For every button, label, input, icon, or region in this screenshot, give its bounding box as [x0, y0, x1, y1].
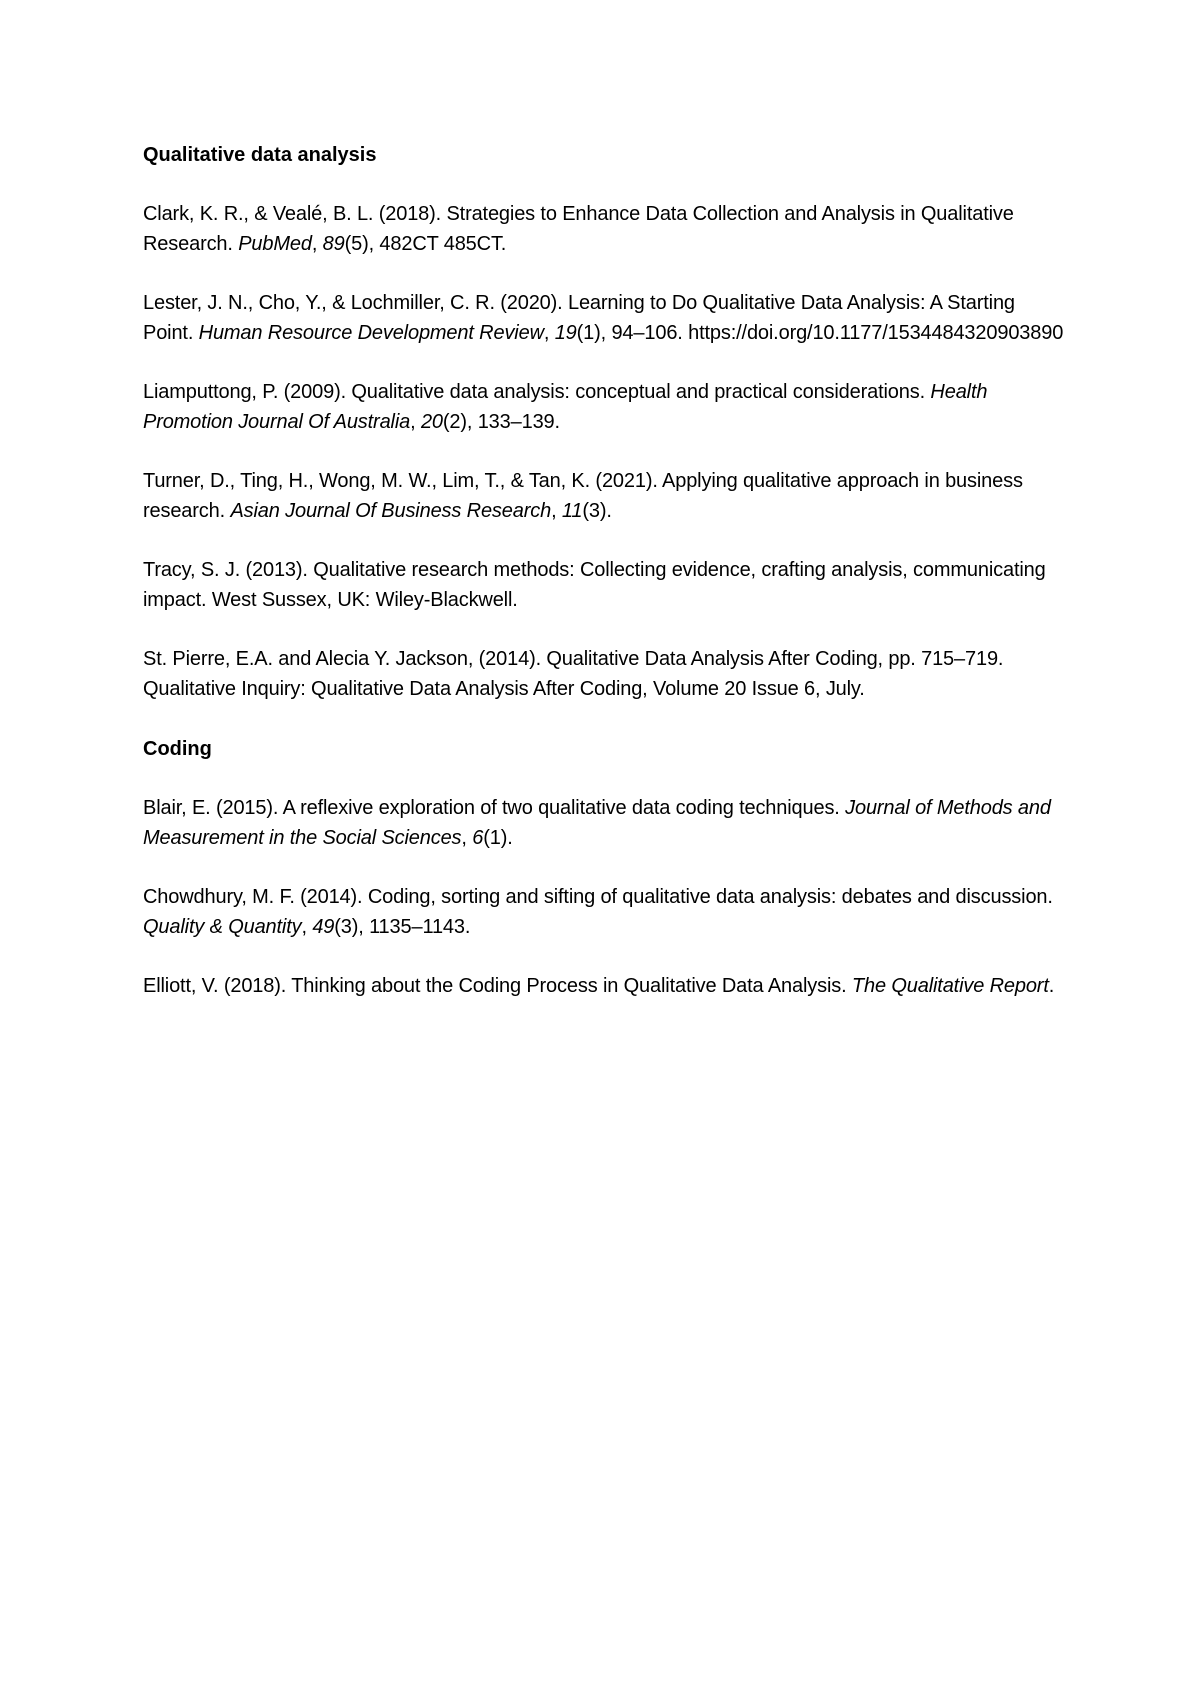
- reference-italic-text: 19: [554, 321, 577, 344]
- reference-italic-text: 6: [472, 826, 484, 849]
- reference-entry: [143, 556, 1068, 615]
- reference-italic-text: Quality & Quantity: [143, 915, 302, 938]
- reference-text: Clark, K. R., & Vealé, B. L. (2018). Strategies to Enhance Data Collection and Analysis in Qualitative Research.: [143, 203, 1014, 255]
- reference-italic-text: 20: [420, 410, 443, 433]
- reference-text: ,: [301, 915, 313, 938]
- reference-text: Blair, E. (2015). A reflexive exploration of two qualitative data coding techniques.: [143, 797, 846, 819]
- reference-text: Chowdhury, M. F. (2014). Coding, sorting and sifting of qualitative data analysis: debates and discussion.: [143, 886, 1053, 908]
- reference-italic-text: Asian Journal Of Business Research: [230, 499, 552, 522]
- reference-text: St. Pierre, E.A. and Alecia Y. Jackson, (2014). Qualitative Data Analysis After Coding, pp. 715–719. Qualitative Inquiry: Qualitative Data Analysis After Coding, Volume 20 Issue 6, July.: [143, 648, 1004, 700]
- reference-text: ,: [551, 499, 562, 522]
- reference-text: Liamputtong, P. (2009). Qualitative data analysis: conceptual and practical considerations.: [143, 381, 931, 403]
- reference-entry: [143, 883, 1068, 942]
- reference-entry: [143, 467, 1068, 526]
- reference-text: .: [1048, 975, 1055, 997]
- reference-italic-text: Health Promotion Journal Of Australia: [143, 381, 988, 433]
- section-heading: Qualitative data analysis: [143, 144, 377, 166]
- reference-text: (2), 133–139.: [442, 410, 560, 433]
- reference-entry: [143, 645, 1068, 704]
- reference-text: (3), 1135–1143.: [334, 915, 471, 938]
- reference-text: ,: [461, 826, 473, 849]
- reference-text: (1).: [483, 826, 513, 849]
- reference-text: Tracy, S. J. (2013). Qualitative research methods: Collecting evidence, crafting analysis, communicating impact. West Sussex, UK: Wiley-Blackwell.: [143, 559, 1046, 611]
- reference-text: ,: [410, 410, 421, 433]
- reference-italic-text: PubMed: [238, 232, 312, 255]
- document-page: [143, 140, 1068, 1032]
- reference-italic-text: Journal of Methods and Measurement in the Social Sciences: [143, 797, 1051, 849]
- reference-text: Elliott, V. (2018). Thinking about the Coding Process in Qualitative Data Analysis.: [143, 975, 852, 997]
- reference-italic-text: The Qualitative Report: [851, 975, 1049, 997]
- reference-entry: [143, 794, 1068, 853]
- section-heading: Coding: [143, 738, 212, 760]
- reference-entry: [143, 289, 1068, 348]
- reference-italic-text: 49: [312, 915, 335, 938]
- reference-italic-text: 11: [561, 499, 583, 522]
- reference-italic-text: Human Resource Development Review: [198, 321, 544, 344]
- reference-entry: [143, 378, 1068, 437]
- reference-text: (3).: [582, 499, 612, 522]
- reference-entry: [143, 200, 1068, 259]
- reference-text: Turner, D., Ting, H., Wong, M. W., Lim, T., & Tan, K. (2021). Applying qualitative approach in business research.: [143, 470, 1023, 522]
- reference-entry: [143, 972, 1068, 1002]
- section-qualitative-data-analysis: [143, 140, 1068, 704]
- reference-text: (5), 482CT 485CT.: [344, 232, 507, 255]
- reference-text: Lester, J. N., Cho, Y., & Lochmiller, C. R. (2020). Learning to Do Qualitative Data Analysis: A Starting Point.: [143, 292, 1015, 344]
- reference-text: ,: [311, 232, 323, 255]
- reference-text: (1), 94–106. https://doi.org/10.1177/1534484320903890: [576, 321, 1064, 344]
- reference-italic-text: 89: [322, 232, 345, 255]
- reference-text: ,: [543, 321, 555, 344]
- section-coding: [143, 734, 1068, 1002]
